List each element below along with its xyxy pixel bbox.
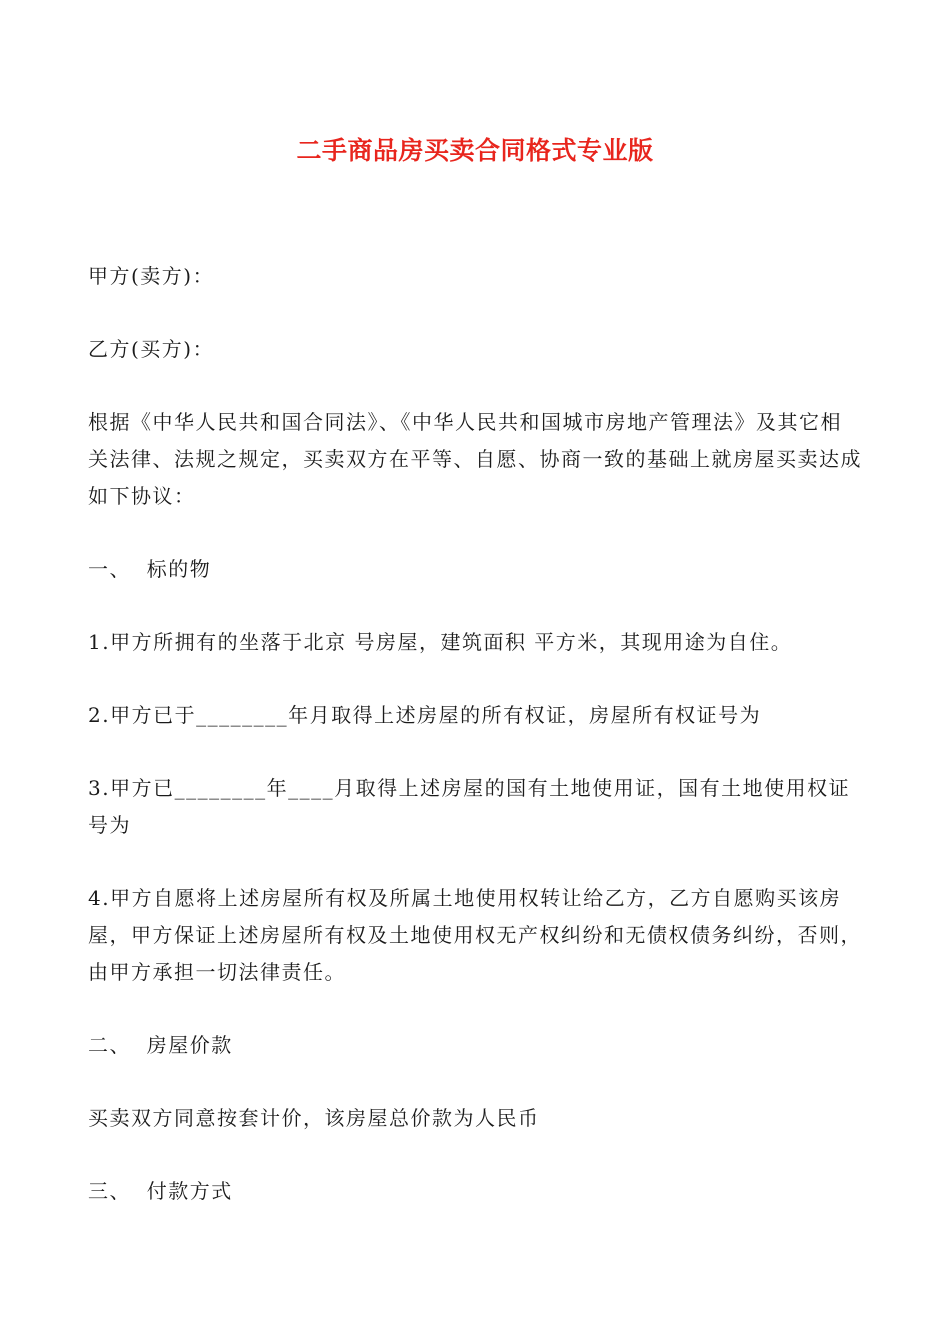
clause-1-3: 3.甲方已________年____月取得上述房屋的国有土地使用证，国有土地使用权证号为: [88, 776, 851, 837]
section-heading-subject: 一、 标的物: [88, 557, 212, 581]
clause-2-1: 买卖双方同意按套计价，该房屋总价款为人民币: [88, 1106, 540, 1130]
clause-1-1: 1.甲方所拥有的坐落于北京 号房屋，建筑面积 平方米，其现用途为自住。: [88, 630, 793, 654]
document-title: 二手商品房买卖合同格式专业版: [296, 136, 654, 165]
clause-1-2: 2.甲方已于________年月取得上述房屋的所有权证，房屋所有权证号为: [88, 703, 762, 727]
document-body: [88, 258, 863, 1246]
section-heading-payment: 三、 付款方式: [88, 1179, 233, 1203]
section-heading-price: 二、 房屋价款: [88, 1033, 233, 1057]
clause-1-4: 4.甲方自愿将上述房屋所有权及所属土地使用权转让给乙方，乙方自愿购买该房屋，甲方保证上述房屋所有权及土地使用权无产权纠纷和无债权债务纠纷，否则，由甲方承担一切法律责任。: [88, 886, 862, 984]
party-a-line: 甲方(卖方)：: [88, 264, 215, 288]
party-b-line: 乙方(买方)：: [88, 337, 215, 361]
preamble-paragraph: 根据《中华人民共和国合同法》、《中华人民共和国城市房地产管理法》及其它相关法律、法规之规定，买卖双方在平等、自愿、协商一致的基础上就房屋买卖达成如下协议：: [88, 410, 862, 508]
